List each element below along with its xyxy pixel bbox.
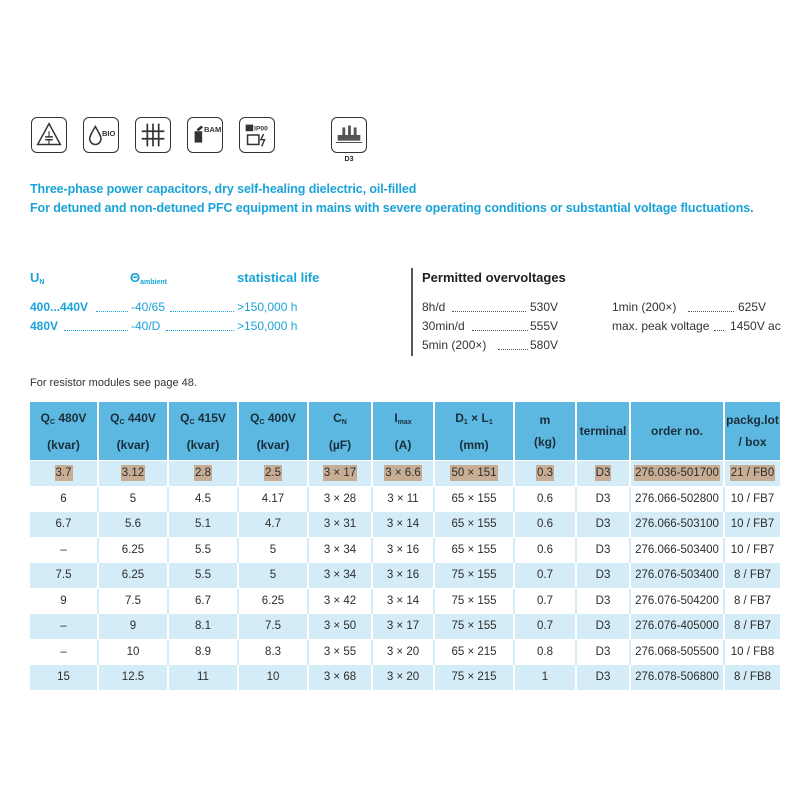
section-divider xyxy=(411,268,413,356)
cell-qc-415v: 2.8 xyxy=(168,461,238,487)
column-header-d1-l1 xyxy=(434,402,514,461)
cell-packg-lot: 8 / FB7 xyxy=(724,588,780,614)
spec-life: >150,000 h xyxy=(237,319,298,333)
bam-icon xyxy=(187,117,223,153)
cell-d1-l1: 75 × 155 xyxy=(434,563,514,589)
table-row xyxy=(30,537,780,563)
spec-ambient: -40/D xyxy=(131,319,161,333)
cell-imax: 3 × 16 xyxy=(372,537,434,563)
cell-order-no: 276.078-506800 xyxy=(630,665,724,690)
table-header-row xyxy=(30,402,780,461)
cell-imax: 3 × 20 xyxy=(372,665,434,690)
cell-qc-480v: – xyxy=(30,537,98,563)
column-header-terminal xyxy=(576,402,630,461)
cell-qc-480v: 6.7 xyxy=(30,512,98,538)
cell-mass: 0.3 xyxy=(514,461,576,487)
terminal-d3-icon xyxy=(331,117,367,153)
cell-d1-l1: 65 × 155 xyxy=(434,512,514,538)
cell-d1-l1: 75 × 215 xyxy=(434,665,514,690)
header-line-2: (kvar) xyxy=(186,437,220,452)
cell-qc-480v: – xyxy=(30,639,98,665)
cell-qc-440v: 9 xyxy=(98,614,168,640)
cell-d1-l1: 50 × 151 xyxy=(434,461,514,487)
product-headline xyxy=(30,182,753,220)
overvoltage-item: 1min (200×) 625V xyxy=(612,300,767,314)
cell-imax: 3 × 11 xyxy=(372,486,434,512)
cell-packg-lot: 8 / FB7 xyxy=(724,614,780,640)
header-line-1: $Q_C$ 415V xyxy=(180,410,226,426)
cell-qc-400v: 4.17 xyxy=(238,486,308,512)
cell-terminal: D3 xyxy=(576,512,630,538)
column-header-qc-400v xyxy=(238,402,308,461)
cell-order-no: 276.076-504200 xyxy=(630,588,724,614)
cell-mass: 0.6 xyxy=(514,486,576,512)
cell-packg-lot: 10 / FB7 xyxy=(724,537,780,563)
bam-label: BAM xyxy=(204,125,222,135)
cell-qc-415v: 5.1 xyxy=(168,512,238,538)
cell-cn: 3 × 28 xyxy=(308,486,372,512)
column-header-qc-440v xyxy=(98,402,168,461)
cell-order-no: 276.076-503400 xyxy=(630,563,724,589)
spec-ambient: -40/65 xyxy=(131,300,166,314)
overvoltage-item: 30min/d 555V xyxy=(422,319,559,333)
ambient-header: $\Theta_{ambient}$ xyxy=(130,270,167,286)
cell-qc-440v: 6.25 xyxy=(98,563,168,589)
overvoltage-item: 8h/d 530V xyxy=(422,300,559,314)
voltage-header: $U_N$ xyxy=(30,270,45,286)
table-row xyxy=(30,563,780,589)
header-line-2: / box xyxy=(738,435,767,449)
overvoltages-title: Permitted overvoltages xyxy=(422,270,566,285)
cell-qc-400v: 4.7 xyxy=(238,512,308,538)
cell-terminal: D3 xyxy=(576,537,630,563)
cell-terminal: D3 xyxy=(576,588,630,614)
cell-qc-480v: 7.5 xyxy=(30,563,98,589)
table-row xyxy=(30,665,780,690)
cell-terminal: D3 xyxy=(576,614,630,640)
recycle-capacitor-icon xyxy=(31,117,67,153)
cell-qc-400v: 5 xyxy=(238,537,308,563)
cell-qc-400v: 10 xyxy=(238,665,308,690)
overvoltage-item: max. peak voltage 1450V ac xyxy=(612,319,781,333)
cell-mass: 0.6 xyxy=(514,512,576,538)
header-line-1: $I_{max}$ xyxy=(394,410,412,426)
cell-d1-l1: 65 × 155 xyxy=(434,486,514,512)
cell-mass: 0.8 xyxy=(514,639,576,665)
cell-order-no: 276.066-503400 xyxy=(630,537,724,563)
cell-terminal: D3 xyxy=(576,563,630,589)
cell-order-no: 276.036-501700 xyxy=(630,461,724,487)
bio-oil-icon xyxy=(83,117,119,153)
cell-qc-480v: 9 xyxy=(30,588,98,614)
cell-order-no: 276.076-405000 xyxy=(630,614,724,640)
cell-cn: 3 × 50 xyxy=(308,614,372,640)
cell-d1-l1: 65 × 215 xyxy=(434,639,514,665)
column-header-order-no xyxy=(630,402,724,461)
header-line-1: order no. xyxy=(650,424,703,438)
cell-packg-lot: 10 / FB7 xyxy=(724,512,780,538)
header-line-2: (µF) xyxy=(328,437,352,452)
cell-order-no: 276.066-502800 xyxy=(630,486,724,512)
cell-packg-lot: 8 / FB7 xyxy=(724,563,780,589)
header-line-2: (kvar) xyxy=(256,437,290,452)
cell-cn: 3 × 34 xyxy=(308,563,372,589)
cell-terminal: D3 xyxy=(576,665,630,690)
column-header-imax xyxy=(372,402,434,461)
cell-qc-440v: 3.12 xyxy=(98,461,168,487)
header-line-1: packg.lot xyxy=(726,413,779,427)
table-row xyxy=(30,588,780,614)
header-line-1: $Q_C$ 400V xyxy=(250,410,296,426)
cell-mass: 1 xyxy=(514,665,576,690)
ip00-label: IP00 xyxy=(254,125,268,133)
cell-imax: 3 × 14 xyxy=(372,588,434,614)
table-row xyxy=(30,512,780,538)
cell-qc-415v: 11 xyxy=(168,665,238,690)
cell-qc-415v: 6.7 xyxy=(168,588,238,614)
header-line-2: (mm) xyxy=(459,437,489,452)
cell-packg-lot: 10 / FB8 xyxy=(724,639,780,665)
column-header-qc-480v xyxy=(30,402,98,461)
header-line-2: (kvar) xyxy=(47,437,80,452)
table-row xyxy=(30,639,780,665)
header-line-2: (A) xyxy=(394,437,412,452)
header-line-1: $D_1 \times L_1$ xyxy=(455,410,493,426)
cell-qc-415v: 4.5 xyxy=(168,486,238,512)
cell-packg-lot: 10 / FB7 xyxy=(724,486,780,512)
column-header-packg-lot xyxy=(724,402,780,461)
bio-label: BIO xyxy=(101,128,116,138)
cell-qc-400v: 7.5 xyxy=(238,614,308,640)
cell-cn: 3 × 34 xyxy=(308,537,372,563)
cell-qc-440v: 12.5 xyxy=(98,665,168,690)
cell-mass: 0.7 xyxy=(514,588,576,614)
table-body xyxy=(30,461,780,690)
grid-capacitor-icon xyxy=(135,117,171,153)
resistor-note: For resistor modules see page 48. xyxy=(30,377,197,389)
spec-voltage: 400...440V xyxy=(30,300,89,314)
spec-voltage: 480V xyxy=(30,319,59,333)
life-header: statistical life xyxy=(237,270,320,285)
cell-mass: 0.6 xyxy=(514,537,576,563)
cell-qc-400v: 2.5 xyxy=(238,461,308,487)
table-row xyxy=(30,614,780,640)
cell-d1-l1: 75 × 155 xyxy=(434,588,514,614)
cell-order-no: 276.066-503100 xyxy=(630,512,724,538)
cell-imax: 3 × 14 xyxy=(372,512,434,538)
header-line-1: terminal xyxy=(579,424,627,438)
header-line-1: $Q_C$ 480V xyxy=(40,410,87,426)
cell-terminal: D3 xyxy=(576,639,630,665)
overvoltage-item: 5min (200×) 580V xyxy=(422,338,559,352)
cell-qc-415v: 5.5 xyxy=(168,537,238,563)
cell-qc-440v: 6.25 xyxy=(98,537,168,563)
spec-life: >150,000 h xyxy=(237,300,298,314)
cell-qc-440v: 10 xyxy=(98,639,168,665)
cell-imax: 3 × 20 xyxy=(372,639,434,665)
headline-line-2: For detuned and non-detuned PFC equipment in mains with severe operating conditions or substantial voltage fluctuations. xyxy=(30,201,754,215)
column-header-qc-415v xyxy=(168,402,238,461)
cell-terminal: D3 xyxy=(576,486,630,512)
cell-order-no: 276.068-505500 xyxy=(630,639,724,665)
spec-row xyxy=(30,300,300,318)
cell-qc-440v: 7.5 xyxy=(98,588,168,614)
terminal-d3-caption: D3 xyxy=(344,156,354,163)
cell-qc-480v: 6 xyxy=(30,486,98,512)
header-line-1: $C_N$ xyxy=(333,410,347,426)
header-line-1: $Q_C$ 440V xyxy=(110,410,156,426)
column-header-cn xyxy=(308,402,372,461)
cell-d1-l1: 65 × 155 xyxy=(434,537,514,563)
cell-qc-480v: 3.7 xyxy=(30,461,98,487)
spec-row xyxy=(30,319,300,337)
cell-terminal: D3 xyxy=(576,461,630,487)
headline-line-1: Three-phase power capacitors, dry self-healing dielectric, oil-filled xyxy=(30,182,417,196)
cell-imax: 3 × 17 xyxy=(372,614,434,640)
cell-qc-415v: 8.1 xyxy=(168,614,238,640)
cell-cn: 3 × 42 xyxy=(308,588,372,614)
cell-imax: 3 × 16 xyxy=(372,563,434,589)
cell-qc-400v: 5 xyxy=(238,563,308,589)
header-line-2: (kvar) xyxy=(116,437,150,452)
cell-cn: 3 × 31 xyxy=(308,512,372,538)
cell-d1-l1: 75 × 155 xyxy=(434,614,514,640)
cell-qc-415v: 8.9 xyxy=(168,639,238,665)
cell-cn: 3 × 68 xyxy=(308,665,372,690)
cell-packg-lot: 21 / FB0 xyxy=(724,461,780,487)
cell-cn: 3 × 55 xyxy=(308,639,372,665)
cell-qc-480v: – xyxy=(30,614,98,640)
header-line-1: m xyxy=(539,413,551,427)
capacitor-table xyxy=(30,402,780,690)
cell-cn: 3 × 17 xyxy=(308,461,372,487)
cell-qc-400v: 6.25 xyxy=(238,588,308,614)
table-row xyxy=(30,461,780,487)
header-line-2: (kg) xyxy=(534,435,556,449)
cell-qc-400v: 8.3 xyxy=(238,639,308,665)
cell-mass: 0.7 xyxy=(514,563,576,589)
cell-imax: 3 × 6.6 xyxy=(372,461,434,487)
cell-qc-415v: 5.5 xyxy=(168,563,238,589)
ip00-icon xyxy=(239,117,275,153)
table-row xyxy=(30,486,780,512)
cell-packg-lot: 8 / FB8 xyxy=(724,665,780,690)
column-header-mass xyxy=(514,402,576,461)
cell-qc-480v: 15 xyxy=(30,665,98,690)
cell-mass: 0.7 xyxy=(514,614,576,640)
cell-qc-440v: 5.6 xyxy=(98,512,168,538)
cell-qc-440v: 5 xyxy=(98,486,168,512)
